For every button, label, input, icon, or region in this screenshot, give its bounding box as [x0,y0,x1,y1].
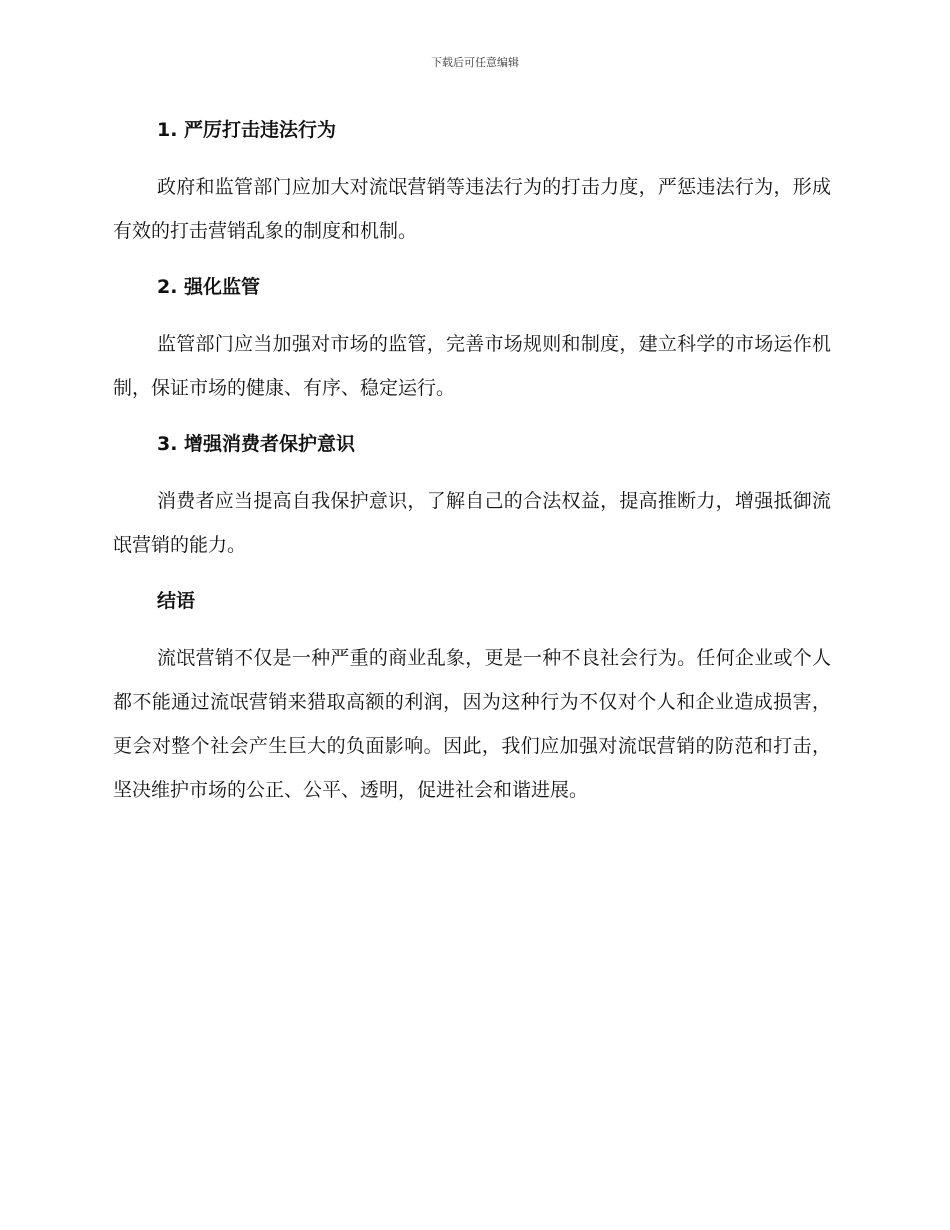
section-heading-3: 3. 增强消费者保护意识 [157,433,356,455]
spacer [113,410,831,428]
conclusion-heading: 结语 [157,590,196,612]
page-header-note: 下载后可任意编辑 [431,56,519,69]
spacer [113,567,831,585]
section-heading-2: 2. 强化监管 [157,276,261,298]
section-paragraph-1: 政府和监管部门应加大对流氓营销等违法行为的打击力度，严惩违法行为，形成有效的打击营销乱象的制度和机制。 [113,176,831,242]
document-body [113,114,831,812]
section-paragraph-3: 消费者应当提高自我保护意识，了解自己的合法权益，提高推断力，增强抵御流氓营销的能力。 [113,490,831,556]
spacer [113,303,831,322]
section-heading-1: 1. 严厉打击违法行为 [157,119,337,141]
spacer [113,253,831,271]
spacer [113,460,831,479]
conclusion-paragraph: 流氓营销不仅是一种严重的商业乱象，更是一种不良社会行为。任何企业或个人都不能通过流氓营销来猎取高额的利润，因为这种行为不仅对个人和企业造成损害，更会对整个社会产生巨大的负面影响。因此，我们应加强对流氓营销的防范和打击，坚决维护市场的公正、公平、透明，促进社会和谐进展。 [113,647,831,801]
section-paragraph-2: 监管部门应当加强对市场的监管，完善市场规则和制度，建立科学的市场运作机制，保证市场的健康、有序、稳定运行。 [113,333,831,399]
spacer [113,146,831,165]
spacer [113,617,831,636]
